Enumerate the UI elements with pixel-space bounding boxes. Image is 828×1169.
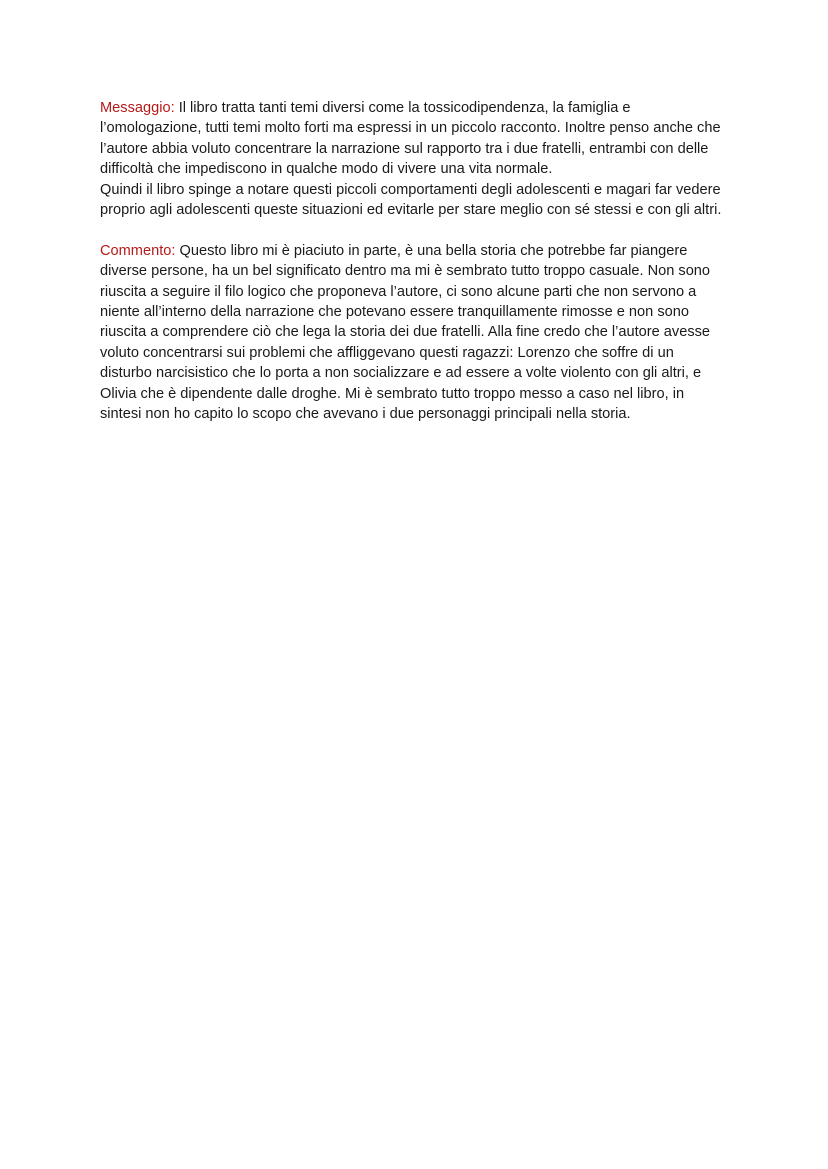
section-label-messaggio: Messaggio: [100, 100, 175, 116]
section-commento [100, 241, 725, 425]
section-label-commento: Commento: [100, 242, 176, 259]
paragraph-text: Questo libro mi è piaciuto in parte, è una bella storia che potrebbe far piangere diverse persone, ha un bel significato dentro ma mi è sembrato tutto troppo casuale. Non sono riuscita a seguire il filo logico che proponeva l’autore, ci sono alcune parti che non servono a niente all’interno della narrazione che potevano essere tranquillamente rimosse e non sono riuscita a comprendere ciò che lega la storia dei due fratelli. Alla fine credo che l’autore avesse voluto concentrarsi sui problemi che affliggevano questi ragazzi: Lorenzo che soffre di un disturbo narcisistico che lo porta a non socializzare e ad essere a volte violento con gli altri, e Olivia che è dipendente dalle droghe. Mi è sembrato tutto troppo messo a caso nel libro, in sintesi non ho capito lo scopo che avevano i due personaggi principali nella storia. [100, 242, 711, 423]
paragraph [100, 241, 725, 425]
paragraph [100, 98, 725, 180]
paragraph-text: Il libro tratta tanti temi diversi come la tossicodipendenza, la famiglia e l’omologazione, tutti temi molto forti ma espressi in un piccolo racconto. Inoltre penso anche che l’autore abbia voluto concentrare la narrazione sul rapporto tra i due fratelli, entrambi con delle difficoltà che impediscono in qualche modo di vivere una vita normale. [100, 100, 721, 178]
document-body [100, 98, 725, 424]
section-messaggio [100, 98, 725, 220]
paragraph: Quindi il libro spinge a notare questi piccoli comportamenti degli adolescenti e magari far vedere proprio agli adolescenti queste situazioni ed evitarle per stare meglio con sé stessi e con gli altri. [100, 181, 722, 219]
